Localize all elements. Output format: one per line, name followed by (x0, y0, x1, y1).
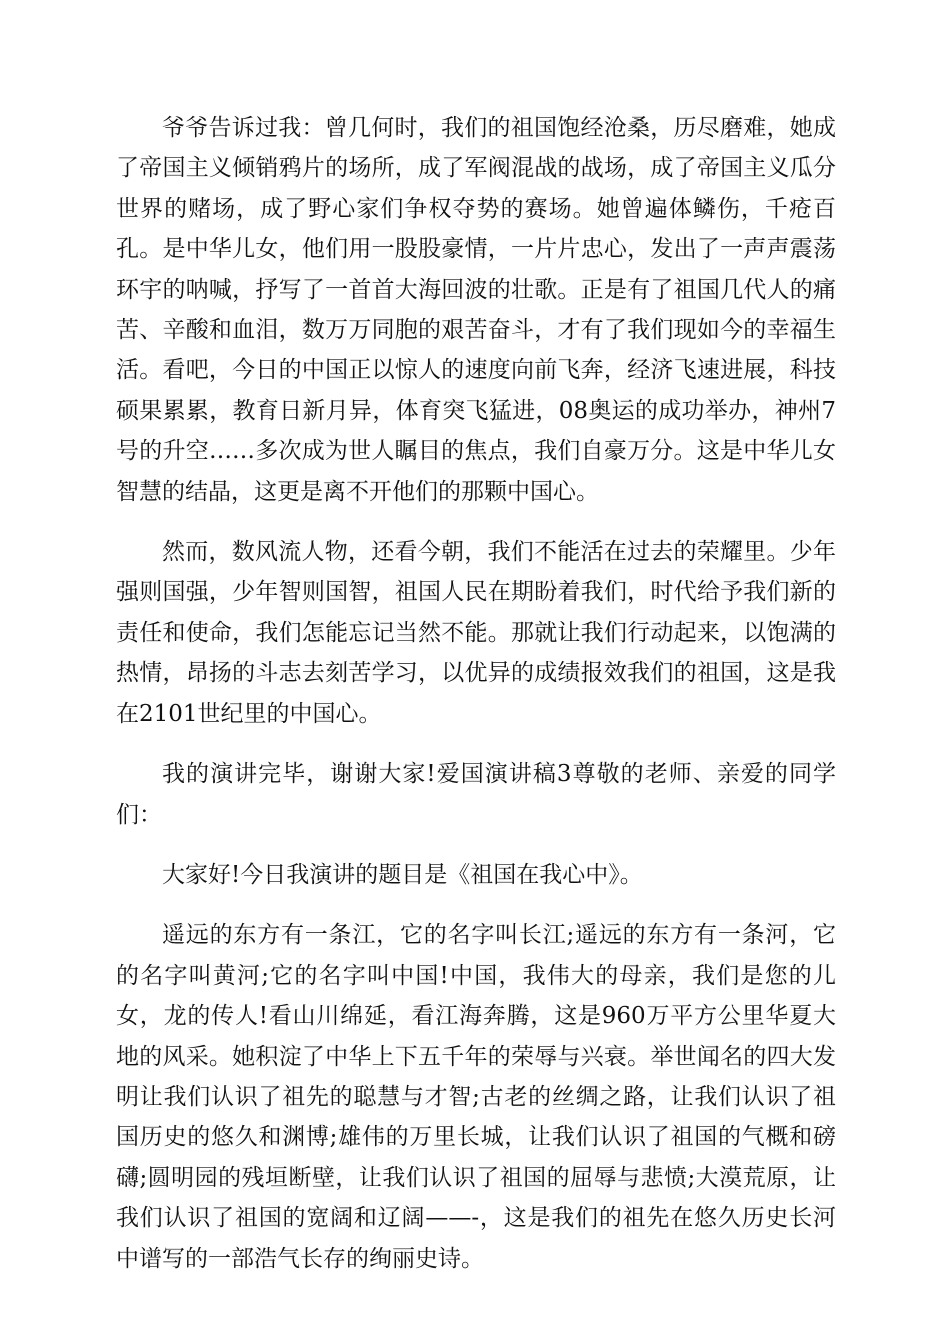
document-body (116, 108, 836, 1299)
paragraph-eastern-river: 遥远的东方有一条江，它的名字叫长江;遥远的东方有一条河，它的名字叫黄河;它的名字叫中国!中国，我伟大的母亲，我们是您的儿女，龙的传人!看山川绵延，看江海奔腾，这是960万平方公里华夏大地的风采。她积淀了中华上下五千年的荣辱与兴衰。举世闻名的四大发明让我们认识了祖先的聪慧与才智;古老的丝绸之路，让我们认识了祖国历史的悠久和渊博;雄伟的万里长城，让我们认识了祖国的气概和磅礴;圆明园的残垣断壁，让我们认识了祖国的屈辱与悲愤;大漠荒原，让我们认识了祖国的宽阔和辽阔——-，这是我们的祖先在悠久历史长河中谱写的一部浩气长存的绚丽史诗。 (116, 922, 836, 1272)
paragraph-greeting-title: 大家好!今日我演讲的题目是《祖国在我心中》。 (162, 861, 643, 888)
paragraph-youth-responsibility: 然而，数风流人物，还看今朝，我们不能活在过去的荣耀里。少年强则国强，少年智则国智，祖国人民在期盼着我们，时代给予我们新的责任和使命，我们怎能忘记当然不能。那就让我们行动起来，以饱满的热情，昂扬的斗志去刻苦学习，以优异的成绩报效我们的祖国，这是我在2101世纪里的中国心。 (116, 539, 836, 727)
paragraph-grandfather-story: 爷爷告诉过我：曾几何时，我们的祖国饱经沧桑，历尽磨难，她成了帝国主义倾销鸦片的场所，成了军阀混战的战场，成了帝国主义瓜分世界的赌场，成了野心家们争权夺势的赛场。她曾遍体鳞伤，千疮百孔。是中华儿女，他们用一股股豪情，一片片忠心，发出了一声声震荡环宇的呐喊，抒写了一首首大海回波的壮歌。正是有了祖国几代人的痛苦、辛酸和血泪，数万万同胞的艰苦奋斗，才有了我们现如今的幸福生活。看吧，今日的中国正以惊人的速度向前飞奔，经济飞速进展，科技硕果累累，教育日新月异，体育突飞猛进，08奥运的成功举办，神州7号的升空……多次成为世人瞩目的焦点，我们自豪万分。这是中华儿女智慧的结晶，这更是离不开他们的那颗中国心。 (116, 115, 836, 505)
paragraph-speech-end: 我的演讲完毕，谢谢大家!爱国演讲稿3尊敬的老师、亲爱的同学们： (116, 761, 836, 828)
